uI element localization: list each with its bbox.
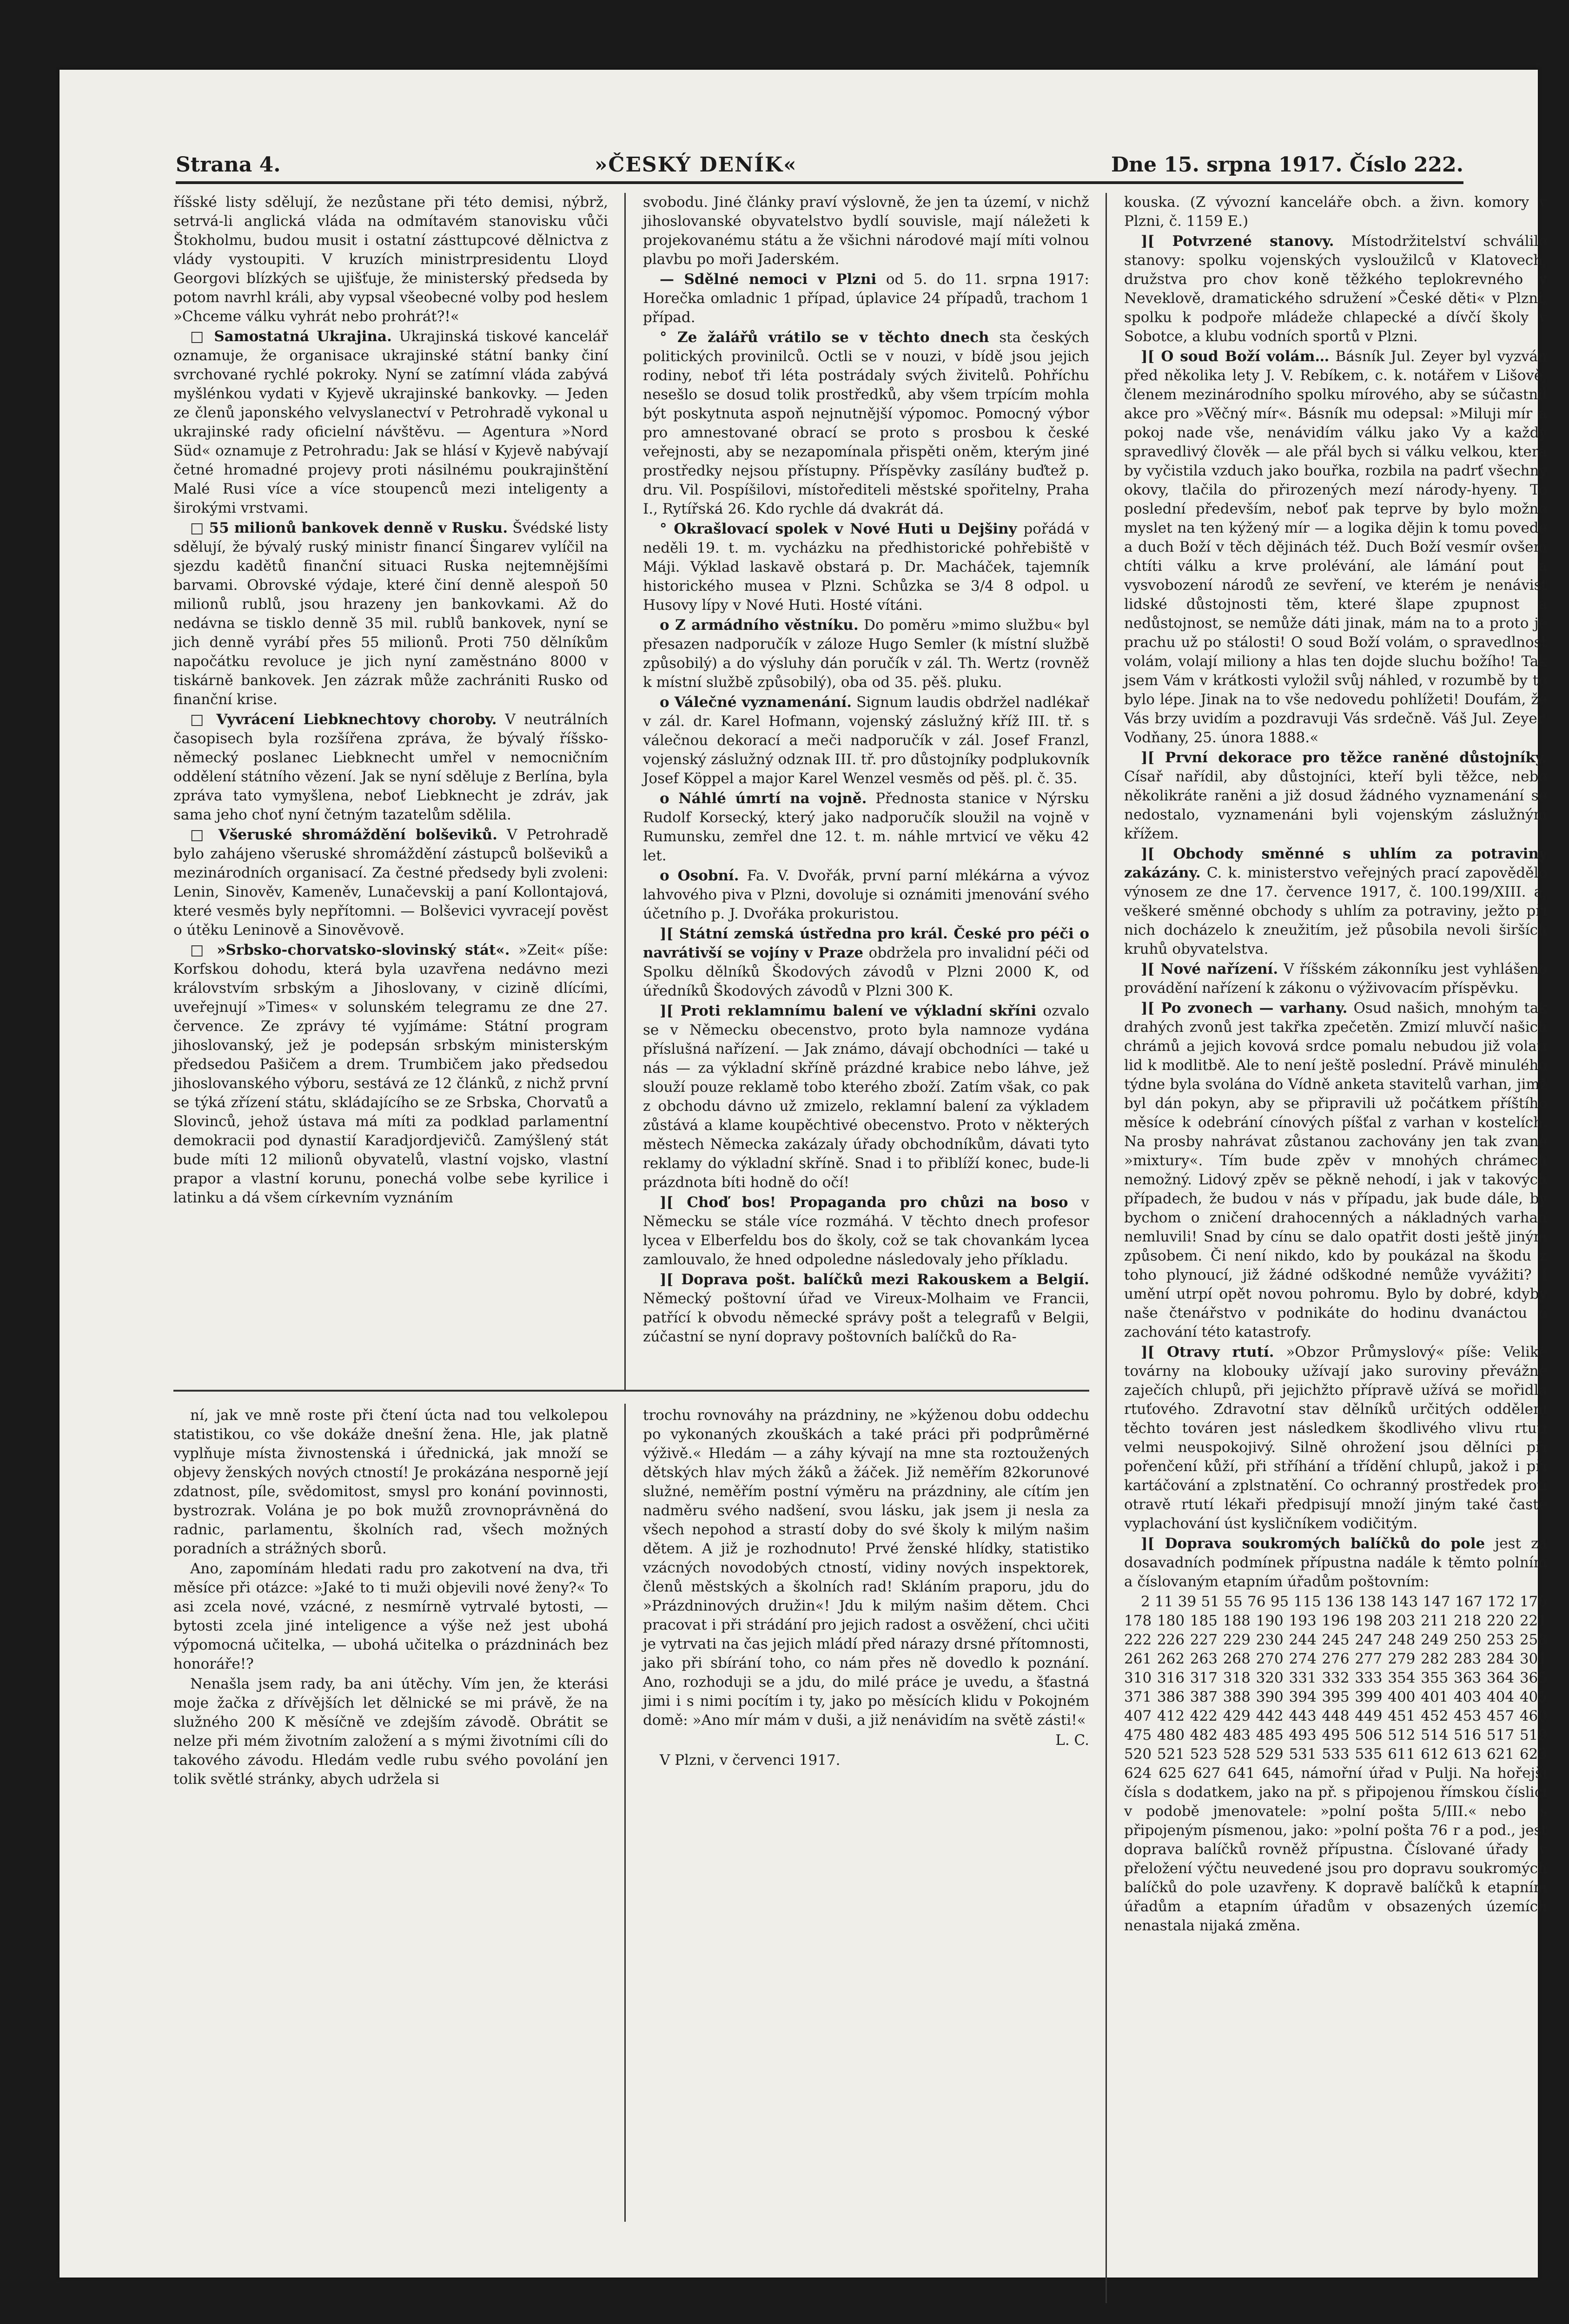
article-body: svobodu. Jiné články praví výslovně, že jen ta území, v nichž jihoslovanské obyvatelstvo bydlí souvisle, mají náležeti k projekovanému státu a že všichni národové mají míti volnou plavbu po moři Jaderském. xyxy=(643,194,1089,268)
article-paragraph xyxy=(1124,748,1547,844)
article-paragraph xyxy=(173,941,608,1208)
feuilleton-paragraph: L. C. xyxy=(1055,1732,1089,1749)
article-body: od 5. do 11. srpna 1917: Horečka omladnic 1 případ, úplavice 24 případů, trachom 1 případ. xyxy=(643,271,1089,326)
article-paragraph xyxy=(1124,347,1547,747)
article-body: Básník Jul. Zeyer byl vyzván před několika lety J. V. Rebíkem, c. k. notářem v Lišově, členem mezinárodního spolku mírového, aby se súčastnil akce pro »Věčný mír«. Básník mu odepsal: »Miluji mír a pokoj nade vše, nenávidím válku jako Vy a každý spravedlivý člověk — ale přál bych si válku velkou, která by vyčistila vzduch jako bouřka, rozbila na padrť všechny okovy, tlačila do přirozených mezí národy-hyeny. To poslední především, neboť pak teprve by bylo možno myslet na ten kýžený mír — a logika dějin k tomu povede a duch Boží v těch dějinách též. Duch Boží vesmír ovšem chtíti válku a krve prolévání, ale lámání pout a vysvobození národů ze sevření, ve kterém je nenávist lidské důstojnosti těm, které šlape zpupnost a nedůstojnost, se nemůže dáti jinak, mám na to a proto je prachu už po stálosti! O soud Boží volám, o spravedlnost volám, volají miliony a hlas ten dojde sluchu božího! Tak jsem Vám v krátkosti vyložil svůj náhled, v rozumbě by to bylo lépe. Jinak na to vše nedovedu pohlížeti! Doufám, že Vás brzy uvidím a pozdravuji Vás srdečně. Váš Jul. Zeyer. Vodňany, 25. února 1888.« xyxy=(1124,348,1547,746)
article-headline: ][ Proti reklamnímu balení ve výkladní skříni xyxy=(660,1003,1037,1019)
article-headline: o Z armádního věstníku. xyxy=(660,617,859,634)
masthead-title: »ČESKÝ DENÍK« xyxy=(594,153,797,177)
article-headline: ][ O soud Boží volám… xyxy=(1141,348,1330,365)
article-headline: ][ Choď bos! Propaganda pro chůzi na boso xyxy=(660,1194,1068,1211)
column-rule-low xyxy=(624,1404,626,2222)
article-paragraph xyxy=(643,789,1089,865)
article-headline: □ »Srbsko-chorvatsko-slovinský stát«. xyxy=(190,942,510,958)
article-headline: o Náhlé úmrtí na vojně. xyxy=(660,790,867,807)
article-headline: ][ Po zvonech — varhany. xyxy=(1141,1000,1348,1017)
article-headline: — Sdělné nemoci v Plzni xyxy=(660,271,877,288)
column-middle xyxy=(643,193,1089,1383)
feuilleton-left xyxy=(173,1406,608,2219)
article-paragraph xyxy=(173,519,608,709)
article-paragraph xyxy=(173,825,608,940)
article-headline: o Válečné vyznamenání. xyxy=(660,694,852,711)
feuilleton-paragraph: V Plzni, v červenci 1917. xyxy=(660,1752,841,1769)
article-headline: □ Samostatná Ukrajina. xyxy=(190,328,392,345)
article-paragraph xyxy=(643,1002,1089,1192)
article-paragraph xyxy=(643,1270,1089,1347)
feuilleton-paragraph: ní, jak ve mně roste při čtení úcta nad tou velkolepou statistikou, co vše dokáže dnešní žena. Hle, jak platně vyplňuje místa živnostenská i úřednická, jak množí se objevy ženských nových ctností! Je prokázána nesporně její zdatnost, píle, svědomitost, smysl pro konání povinnosti, bystrozrak. Volána je po bok mužů zrovnoprávněná do radnic, parlamentu, školních rad, všech možných poradních a strážných sborů. xyxy=(173,1407,608,1557)
page-header xyxy=(176,139,1463,184)
column-rule-1 xyxy=(624,193,626,1390)
column-rule-2 xyxy=(1106,193,1107,2303)
article-body: Do poměru »mimo službu« byl přesazen nadporučík v záloze Hugo Semler (k místní službě způsobilý) a do výsluhy dán poručík v zál. Th. Wertz (rovněž k místní službě způsobilý), oba od 35. pěš. pluku. xyxy=(643,617,1089,691)
feuilleton-paragraph: Nenašla jsem rady, ba ani útěchy. Vím jen, že kterási moje žačka z dřívějších let dělnické se mi právě, že na služného 200 K měsíčně ve zdejším závodě. Obrátit se nelze při mém životním založení a s mými životními cíli do takového závodu. Hledám vedle rubu svého povolání jen tolik světlé stránky, abych udržela si xyxy=(173,1676,608,1788)
article-body: V Petrohradě bylo zahájeno všeruské shromáždění zástupců bolševiků a mezinárodních organisací. Za čestné předsedy byli zvoleni: Lenin, Sinověv, Kameněv, Lunačevskij a paní Kollontajová, které vesměs byly nepřítomni. — Bolševici vyvracejí pověst o útěku Leninově a Sinověvově. xyxy=(173,826,608,938)
article-headline: ][ Doprava pošt. balíčků mezi Rakouskem a Belgií. xyxy=(660,1271,1089,1288)
article-paragraph xyxy=(643,866,1089,924)
article-body: sta českých politických provinilců. Octli se v nouzi, v bídě jsou jejich rodiny, neboť tři léta postrádaly svých živitelů. Pohříchu nesešlo se dosud tolik prostředků, aby všem trpícím mohla být poskytnuta aspoň nejnutnější výpomoc. Pomocný výbor pro amnestované obrací se proto s prosbou k české veřejnosti, aby se nezapomínala přispěti oněm, kterým jiné prostředky nejsou přístupny. Příspěvky zasílány buďtež p. dru. Vil. Pospíšilovi, místořediteli městské spořitelny, Praha I., Rytířská 26. Kdo rychle dá dvakrát dá. xyxy=(643,329,1089,517)
article-headline: □ Všeruské shromáždění bolševiků. xyxy=(190,826,497,843)
article-headline: ][ Nové nařízení. xyxy=(1141,961,1278,977)
column-left xyxy=(173,193,608,1383)
article-paragraph xyxy=(1124,845,1547,959)
article-paragraph xyxy=(643,328,1089,519)
article-headline: o Osobní. xyxy=(660,867,739,884)
feuilleton-paragraph: trochu rovnováhy na prázdniny, ne »kýženou dobu oddechu po vykonaných zkouškách a také práci při podprůměrné výživě.« Hledám — a záhy kývají na mne sta roztoužených dětských hlav mých žáků a žáček. Již neměřím 82korunové služné, neměřím postní výměru na prázdniny, ale cítím jen nadměru svého nadšení, svou lásku, jak jsem ji nesla za všech nepohod a strastí doby do své školy k milým našim dětem. A již je rozhodnuto! Prvé ženské hlídky, statistiko vzácných novodobých ctností, vidiny nových inspektorek, členů městských a školních rad! Skláním praporu, jdu do »Prázdninových družin«! Jdu k milým našim dětem. Chci pracovat i při strádání pro jejich radost a osvěžení, chci učiti je vytrvati na čas jejich mládí před nárazy drsné přítomnosti, jako při sbírání toho, co nám přes ně dovedlo k poznání. Ano, rozhoduji se a jdu, do milé práce je uvedu, a šťastná jimi i s nimi pocítím i ty, jako po měsících klidu v Pokojném domě: »Ano mír mám v duši, a již nenávidím na světě zásti!« xyxy=(643,1407,1089,1729)
article-body: C. k. ministerstvo veřejných prací zapovědělo výnosem ze dne 17. července 1917, č. 100.199/XIII. a, veškeré směnné obchody s uhlím za potraviny, ježto při nich docházelo k zneužitím, jež působila nevoli širších kruhů obyvatelstva. xyxy=(1124,865,1548,957)
article-body: kouska. (Z vývozní kanceláře obch. a živn. komory v Plzni, č. 1159 E.) xyxy=(1124,194,1547,230)
article-paragraph xyxy=(643,520,1089,615)
feuilleton-right xyxy=(643,1406,1089,2219)
article-paragraph xyxy=(1124,1343,1547,1533)
article-headline: □ 55 milionů bankovek denně v Rusku. xyxy=(190,520,508,536)
article-headline: ][ První dekorace pro těžce raněné důstojníky. xyxy=(1141,749,1547,766)
article-paragraph xyxy=(1124,960,1547,998)
article-body: V neutrálních časopisech byla rozšířena zpráva, že bývalý říšsko-německý poslanec Liebknecht umřel v nemocničním oddělení státního vězení. Jak se nyní sděluje z Berlína, byla zpráva tato vymyšlena, neboť Liebknecht je zdráv, jak sama jeho choť nyní četným tazatelům sdělila. xyxy=(173,711,608,823)
article-body: »Zeit« píše: Korfskou dohodu, která byla uzavřena nedávno mezi královstvím srbským a Jihoslovany, v cizině dlícími, uveřejnují »Times« v solunském telegramu ze dne 27. července. Ze zprávy té vyjímáme: Státní program jihoslovanský, jež je podepsán srbským ministerským předsedou Pašičem a drem. Trumbičem jako předsedou jihoslovanského výboru, sestává ze 12 článků, z nichž první se týká zřízení státu, skládajícího se ze Srbska, Chorvatů a Slovinců, jehož ústava má míti za podklad parlamentní demokracii pod dynastií Karadjordjevičů. Zamýšlený stát bude míti 12 milionů obyvatelů, vlastní vojsko, vlastní prapor a vlastní korunu, ponechá volbe sebe kyrilice i latinku a dá všem církevním vyznáním xyxy=(173,942,608,1206)
article-body: říšské listy sdělují, že nezůstane při této demisi, nýbrž, setrvá-li anglická vláda na odmítavém stanovisku vůči Štokholmu, budou musit i ostatní zásttupcové dělnictva z vlády vystoupiti. V kruzích ministrpresidentu Lloyd Georgovi blízkých se ujišťuje, že ministerský předseda by potom navrhl králi, aby vypsal všeobecné volby pod heslem »Chceme válku vyhrát nebo prohrát?!« xyxy=(173,194,608,325)
article-paragraph xyxy=(643,924,1089,1001)
issue-date: Dne 15. srpna 1917. Číslo 222. xyxy=(1111,153,1463,177)
article-body: jest za dosavadních podmínek přípustna nadále k těmto polním a číslovaným etapním úřadům poštovním: xyxy=(1124,1535,1547,1590)
article-headline: ° Okrašlovací spolek v Nové Huti u Dejšiny xyxy=(660,521,1017,537)
article-body: 2 11 39 51 55 76 95 115 136 138 143 147 167 172 176 178 180 185 188 190 193 196 198 203 211 218 220 221 222 226 227 229 230 244 245 247 248 249 250 253 258 261 262 263 268 270 274 276 277 279 282 283 284 301 310 316 317 318 320 331 332 333 354 355 363 364 365 371 386 387 388 390 394 395 399 400 401 403 404 405 407 412 422 429 442 443 448 449 451 452 453 457 460 475 480 482 483 485 493 495 506 512 514 516 517 519 520 521 523 528 529 531 533 535 611 612 613 621 623 624 625 627 641 645, námořní úřad v Pulji. Na hořejší čísla s dodatkem, jako na př. s připojenou římskou číslicí v podobě jmenovatele: »polní pošta 5/III.« nebo s připojeným písmenou, jako: »polní pošta 76 r a pod., jest doprava balíčků rovněž přípustna. Číslované úřady v přeložení výčtu neuvedené jsou pro dopravu soukromých balíčků do pole uzavřeny. K dopravě balíčků k etapním úřadům a etapním úřadům v obsazených územích nenastala nijaká změna. xyxy=(1124,1593,1547,1934)
article-body: V říšském zákonníku jest vyhlášeno provádění nařízení k zákonu o výživovacím příspěvku. xyxy=(1124,961,1547,997)
page-number: Strana 4. xyxy=(176,153,281,177)
article-body: Císař nařídil, aby důstojníci, kteří byli těžce, nebo několikráte raněni a již dosud žádného vyznamenání se nedostalo, vyznamenáni byli vojenským záslužným křížem. xyxy=(1124,768,1547,842)
article-headline: ][ Potvrzené stanovy. xyxy=(1141,233,1334,250)
article-paragraph xyxy=(173,327,608,518)
article-paragraph xyxy=(643,270,1089,327)
article-paragraph xyxy=(1124,193,1547,231)
article-body: Německý poštovní úřad ve Vireux-Molhaim ve Francii, patřící k obvodu německé správy pošt a telegrafů v Belgii, zúčastní se nyní dopravy poštovních balíčků do Ra- xyxy=(643,1290,1089,1345)
article-paragraph xyxy=(1124,999,1547,1342)
article-body: Švédské listy sdělují, že bývalý ruský ministr financí Šingarev vylíčil na sjezdu kadětů finanční situaci Ruska nejtemnějšími barvami. Obrovské výdaje, které činí denně alespoň 50 milionů rublů, jsou hrazeny jen bankovkami. Až do nedávna se tisklo denně 35 mil. rublů bankovek, nyní se jich denně vyrábí přes 55 milionů. Proti 750 dělníkům napočátku revoluce je jich nyní zaměstnáno 8000 v tiskárně bankovek. Jen zázrak může zachrániti Rusko od finanční krise. xyxy=(173,520,609,708)
article-body: »Obzor Průmyslový« píše: Veliké továrny na klobouky užívají jako suroviny převážně zaječích chlupů, při jejichžto přípravě užívá se mořidla rtuťového. Zdravotní stav dělníků určitých oddělení těchto továren jest následkem škodlivého vlivu rtuti velmi neuspokojivý. Silně ohrožení jsou dělníci při pořenčení kůží, při stříhání a třídění chlupů, jakož i při kartáčování a zplstnatění. Co ochranný prostředek proti otravě rtutí lékaři předpisují množí jiným také časté vyplachování úst kysličníkem vodičitým. xyxy=(1124,1344,1547,1532)
feuilleton-paragraph: Ano, zapomínám hledati radu pro zakotvení na dva, tři měsíce při otázce: »Jaké to ti muži objevili nové ženy?« To asi zcela nové, vzácné, z nesmírně vytrvalé bytosti, — bytosti zcela jiné inteligence a výše než jest ubohá výpomocná učitelka, — ubohá učitelka o prázdninách bez honoráře!? xyxy=(173,1560,608,1672)
article-paragraph xyxy=(643,193,1089,269)
article-paragraph xyxy=(1124,1534,1547,1591)
article-body: obdržela pro invalidní péči od Spolku dělníků Škodových závodů v Plzni 2000 K, od úředníků Škodových závodů v Plzni 300 K. xyxy=(643,944,1090,999)
article-body: Ukrajinská tiskové kancelář oznamuje, že organisace ukrajinské státní banky činí svrchované rychlé pokroky. Nyní se zatímní vláda zabývá myšlénkou vydati v Kyjevě ukrajinské bankovky. — Jeden ze členů japonského velvyslanectví v Petrohradě vykonal u ukrajinské rady oficielní návštěvu. — Agentura »Nord Süd« oznamuje z Petrohradu: Jak se hlásí v Kyjevě nabývají četné hromadné projevy proti násilnému poukrajinštění Malé Rusi více a více stoupenců mezi inteligenty a širokými vrstvami. xyxy=(173,328,608,516)
column-right xyxy=(1124,193,1547,2303)
article-headline: ][ Otravy rtutí. xyxy=(1141,1344,1274,1360)
article-paragraph xyxy=(1124,232,1547,346)
newspaper-page xyxy=(60,70,1548,2278)
article-body: Osud našich, mnohým tak drahých zvonů jest takřka zpečetěn. Zmizí mluvčí našich chrámů a jejich kovová srdce pomalu nebudou již volati lid k modlitbě. Ale to není ještě poslední. Právě minulého týdne byla svolána do Vídně anketa stavitelů varhan, jimž byl dán pokyn, aby se připravili už počátkem příštího měsíce k odebrání cínových píšťal z varhan v kostelích. Na prosby nahrávat zůstanou zachovány jen tak zvané »mixtury«. Tím bude zpěv v mnohých chrámech nemožný. Lidový zpěv se pěkně nehodí, i jak v takových případech, že budou v nás v případu, jak bude dále, by bychom o zničení drahocenných a nákladných varhan nemluvili! Snad by cínu se dalo opatřit dosti ještě jiným způsobem. Či není nikdo, kdo by poukázal na škodu z toho plynoucí, již žádné odškodné nemůže vyvážiti? I umění utrpí opět novou pohromu. Bylo by dobré, kdyby naše čtenářstvo v podnikáte do hodinu dvanáctou o zachování této katastrofy. xyxy=(1124,1000,1547,1340)
article-headline: ][ Doprava soukromých balíčků do pole xyxy=(1141,1535,1485,1552)
article-body: v Německu se stále více rozmáhá. V těchto dnech profesor lycea v Elberfeldu bos do školy, což se tak chovankám lycea zamlouvalo, že hned odpoledne následovaly jeho příkladu. xyxy=(643,1194,1089,1268)
article-body: Místodržitelství schválilo stanovy: spolku vojenských vysloužilců v Klatovech, družstva pro chov koně těžkého teplokrevného v Neveklově, dramatického sdružení »České děti« v Plzni, spolku k podpoře mládeže chlapecké a dívčí školy v Sobotce, a klubu vodních sportů v Plzni. xyxy=(1124,233,1547,345)
article-paragraph xyxy=(643,693,1089,788)
article-paragraph xyxy=(1124,1592,1547,1935)
article-body: pořádá v neděli 19. t. m. vycházku na předhistorické pohřebiště v Máji. Výklad laskavě obstará p. Dr. Macháček, tajemník historického musea v Plzni. Schůzka se 3/4 8 odpol. u Husovy lípy v Nové Huti. Hosté vítáni. xyxy=(643,521,1090,614)
article-paragraph xyxy=(173,193,608,326)
article-headline: ° Ze žalářů vrátilo se v těchto dnech xyxy=(660,329,989,346)
article-paragraph xyxy=(643,1193,1089,1269)
feuilleton-rule xyxy=(173,1390,1089,1392)
article-headline: ][ Obchody směnné s uhlím za potraviny zakázány. xyxy=(1124,845,1547,881)
article-headline: ][ Státní zemská ústředna pro král. České pro péči o navrátivší se vojíny v Praze xyxy=(643,925,1089,961)
article-paragraph xyxy=(643,616,1089,692)
article-body: Signum laudis obdržel nadlékař v zál. dr. Karel Hofmann, vojenský záslužný kříž III. tř. s válečnou dekorací a meči nadporučík v zál. Josef Franzl, vojenský záslužný odznak III. tř. pro důstojníky podplukovník Josef Köppel a major Karel Wenzel vesměs od pěš. pl. č. 35. xyxy=(643,694,1089,787)
article-body: Fa. V. Dvořák, první parní mlékárna a vývoz lahvového piva v Plzni, dovoluje si oznámiti jmenování svého účetního p. J. Dvořáka prokuristou. xyxy=(643,867,1089,922)
article-paragraph xyxy=(173,710,608,825)
article-headline: □ Vyvrácení Liebknechtovy choroby. xyxy=(190,711,497,728)
article-body: ozvalo se v Německu obecenstvo, proto byla namnoze vydána příslušná nařízení. — Jak známo, dávají obchodníci — také u nás — za výkladní skříně prázdné krabice nebo láhve, jež slouží pouze reklamě tobo kterého zboží. Zatím však, co pak z obchodu dávno už zmizelo, reklamní balení za výkladem zůstává a klame koupěchtivé obecenstvo. Proto v některých městech Německa zakázaly úřady obchodníkům, dávati tyto reklamy do výkladní skříně. Snad i to přiblíží konec, bude-li prázdnota bíti hodně do očí! xyxy=(643,1003,1089,1191)
article-body: Přednosta stanice v Nýrsku Rudolf Korsecký, který jako nadporučík sloužil na vojně v Rumunsku, zemřel dne 12. t. m. náhle mrtvicí ve věku 42 let. xyxy=(643,790,1089,864)
